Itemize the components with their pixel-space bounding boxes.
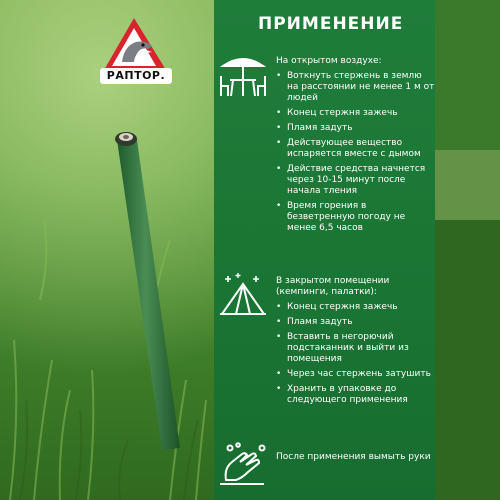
list-item: • Хранить в упаковке до следующего применения bbox=[276, 384, 435, 406]
indoor-list bbox=[276, 302, 435, 410]
panel-title: ПРИМЕНЕНИЕ bbox=[258, 14, 404, 34]
brand-logo bbox=[100, 16, 172, 72]
list-item: • Пламя задуть bbox=[276, 317, 435, 328]
hand-wash-icon bbox=[218, 440, 268, 486]
list-item: • Время горения в безветренную погоду не менее 6,5 часов bbox=[276, 201, 435, 234]
after-use-note: После применения вымыть руки bbox=[276, 452, 431, 462]
tent-icon bbox=[218, 272, 268, 322]
list-item: • Пламя задуть bbox=[276, 123, 435, 134]
table-umbrella-icon bbox=[218, 50, 268, 100]
indoor-heading: В закрытом помещении (кемпинги, палатки): bbox=[276, 276, 390, 297]
outdoor-list bbox=[276, 71, 435, 238]
list-item: • Через час стержень затушить bbox=[276, 369, 435, 380]
list-item: • Действующее вещество испаряется вместе с дымом bbox=[276, 138, 435, 160]
outdoor-heading: На открытом воздухе: bbox=[276, 56, 382, 66]
brand-name: РАПТОР. bbox=[100, 68, 172, 84]
list-item: • Конец стержня зажечь bbox=[276, 108, 435, 119]
instructions-panel bbox=[214, 0, 435, 500]
list-item: • Конец стержня зажечь bbox=[276, 302, 435, 313]
list-item: • Воткнуть стержень в землю на расстоянии не менее 1 м от людей bbox=[276, 71, 435, 104]
list-item: • Вставить в негорючий подстаканник и выйти из помещения bbox=[276, 332, 435, 365]
list-item: • Действие средства начнется через 10-15 минут после начала тления bbox=[276, 164, 435, 197]
